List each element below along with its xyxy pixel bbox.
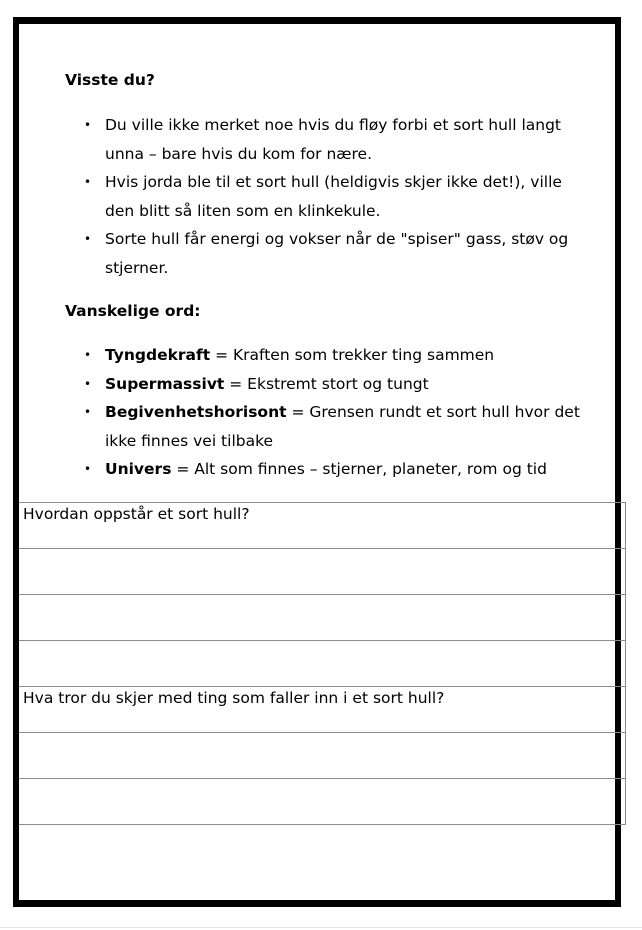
answer-line[interactable] xyxy=(19,779,626,825)
answer-line[interactable] xyxy=(19,733,626,779)
word-term: Supermassivt xyxy=(105,374,225,393)
did-you-know-list xyxy=(65,111,585,282)
word-term: Begivenhetshorisont xyxy=(105,403,287,421)
word-item xyxy=(65,341,585,370)
word-term: Tyngdekraft xyxy=(105,346,211,364)
question-cell: Hva tror du skjer med ting som faller inn i et sort hull? xyxy=(19,687,626,733)
table-row xyxy=(19,595,626,641)
answer-line[interactable] xyxy=(19,549,626,595)
answer-table xyxy=(19,502,626,825)
difficult-words-list xyxy=(65,341,585,484)
list-item: • Hvis jorda ble til et sort hull (heldigvis skjer ikke det!), ville den blitt så liten som en klinkekule. xyxy=(65,168,585,225)
did-you-know-heading: Visste du? xyxy=(65,71,155,89)
table-row xyxy=(19,503,626,549)
list-item: • Sorte hull får energi og vokser når de "spiser" gass, støv og stjerner. xyxy=(65,225,585,282)
word-definition: = Grensen rundt et sort hull hvor det ikke finnes vei tilbake xyxy=(105,403,580,450)
answer-line[interactable] xyxy=(19,595,626,641)
table-row xyxy=(19,687,626,733)
difficult-words-heading: Vanskelige ord: xyxy=(65,302,201,320)
word-definition: = Ekstremt stort og tungt xyxy=(224,374,429,393)
question-cell: Hvordan oppstår et sort hull? xyxy=(19,503,626,549)
word-definition: = Alt som finnes – stjerner, planeter, rom og tid xyxy=(171,460,547,478)
answer-line[interactable] xyxy=(19,641,626,687)
table-row xyxy=(19,779,626,825)
table-row xyxy=(19,733,626,779)
word-item xyxy=(65,398,585,455)
word-definition: = Kraften som trekker ting sammen xyxy=(210,346,495,364)
page-edge xyxy=(0,927,642,928)
list-item: • Du ville ikke merket noe hvis du fløy forbi et sort hull langt unna – bare hvis du kom for nære. xyxy=(65,111,585,168)
table-row xyxy=(19,641,626,687)
word-item xyxy=(65,455,585,484)
table-row xyxy=(19,549,626,595)
word-term: Univers xyxy=(105,460,172,478)
word-item xyxy=(65,370,585,399)
